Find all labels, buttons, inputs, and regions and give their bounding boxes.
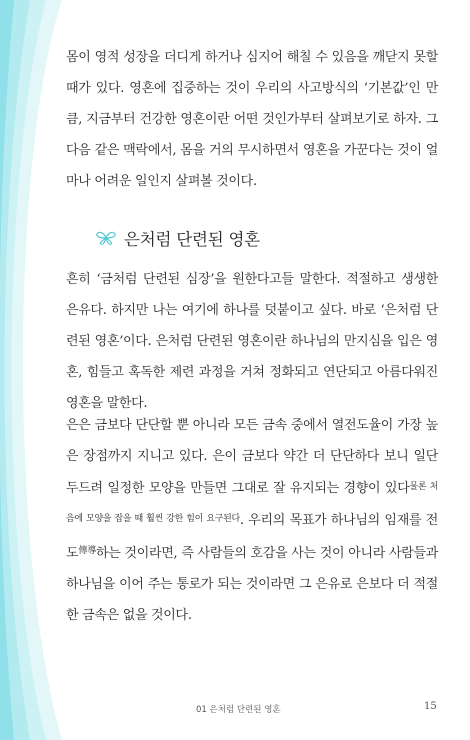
silver-text-part-a: 은은 금보다 단단할 뿐 아니라 모든 금속 중에서 열전도율이 가장 높은 장점까지 지니고 있다. 은이 금보다 약간 더 단단하다 보니 일단 두드려 일정한 모양을 만들면 그대로 잘 유지되는 경향이 있다 bbox=[66, 418, 438, 496]
silver-text-part-c: 하는 것이라면, 즉 사람들의 호감을 사는 것이 아니라 사람들과 하나님을 이어 주는 통로가 되는 것이라면 그 은유로 은보다 더 적절한 금속은 없을 것이다. bbox=[66, 546, 438, 623]
section-heading-title: 은처럼 단련된 영혼 bbox=[124, 230, 261, 249]
page-number: 15 bbox=[424, 701, 437, 712]
butterfly-ornament-icon bbox=[96, 231, 116, 245]
silver-text-part-b: . 우리의 목표가 하나님의 임재를 전도 bbox=[66, 513, 438, 561]
body-paragraph-intro: 몸이 영적 성장을 더디게 하거나 심지어 해칠 수 있음을 깨닫지 못할 때가 있다. 영혼에 집중하는 것이 우리의 사고방식의 ‘기본값’인 만큼, 지금부터 건강한 영혼이란 어떤 것인가부터 살펴보기로 하자. 그다음 같은 맥락에서, 몸을 거의 무시하면서 영혼을 가꾼다는 것이 얼마나 어려운 일인지 살펴볼 것이다. bbox=[66, 50, 438, 189]
body-paragraph-metaphor: 흔히 ‘금처럼 단련된 심장’을 원한다고들 말한다. 적절하고 생생한 은유다. 하지만 나는 여기에 하나를 덧붙이고 싶다. 바로 ‘은처럼 단련된 영혼’이다. 은처럼 단련된 영혼이란 하나님의 만지심을 입은 영혼, 힘들고 혹독한 제련 과정을 거쳐 정화되고 연단되고 아름다워진 영혼을 말한다. bbox=[66, 272, 438, 411]
footer-chapter-title: 01 은처럼 단련된 영혼 bbox=[196, 705, 281, 715]
body-paragraph-silver bbox=[66, 410, 438, 631]
hanja-annotation: 傳導 bbox=[78, 546, 97, 556]
inline-note: 물론 처음에 모양을 잡을 때 훨씬 강한 힘이 요구된다 bbox=[66, 482, 439, 524]
section-heading bbox=[96, 226, 260, 250]
